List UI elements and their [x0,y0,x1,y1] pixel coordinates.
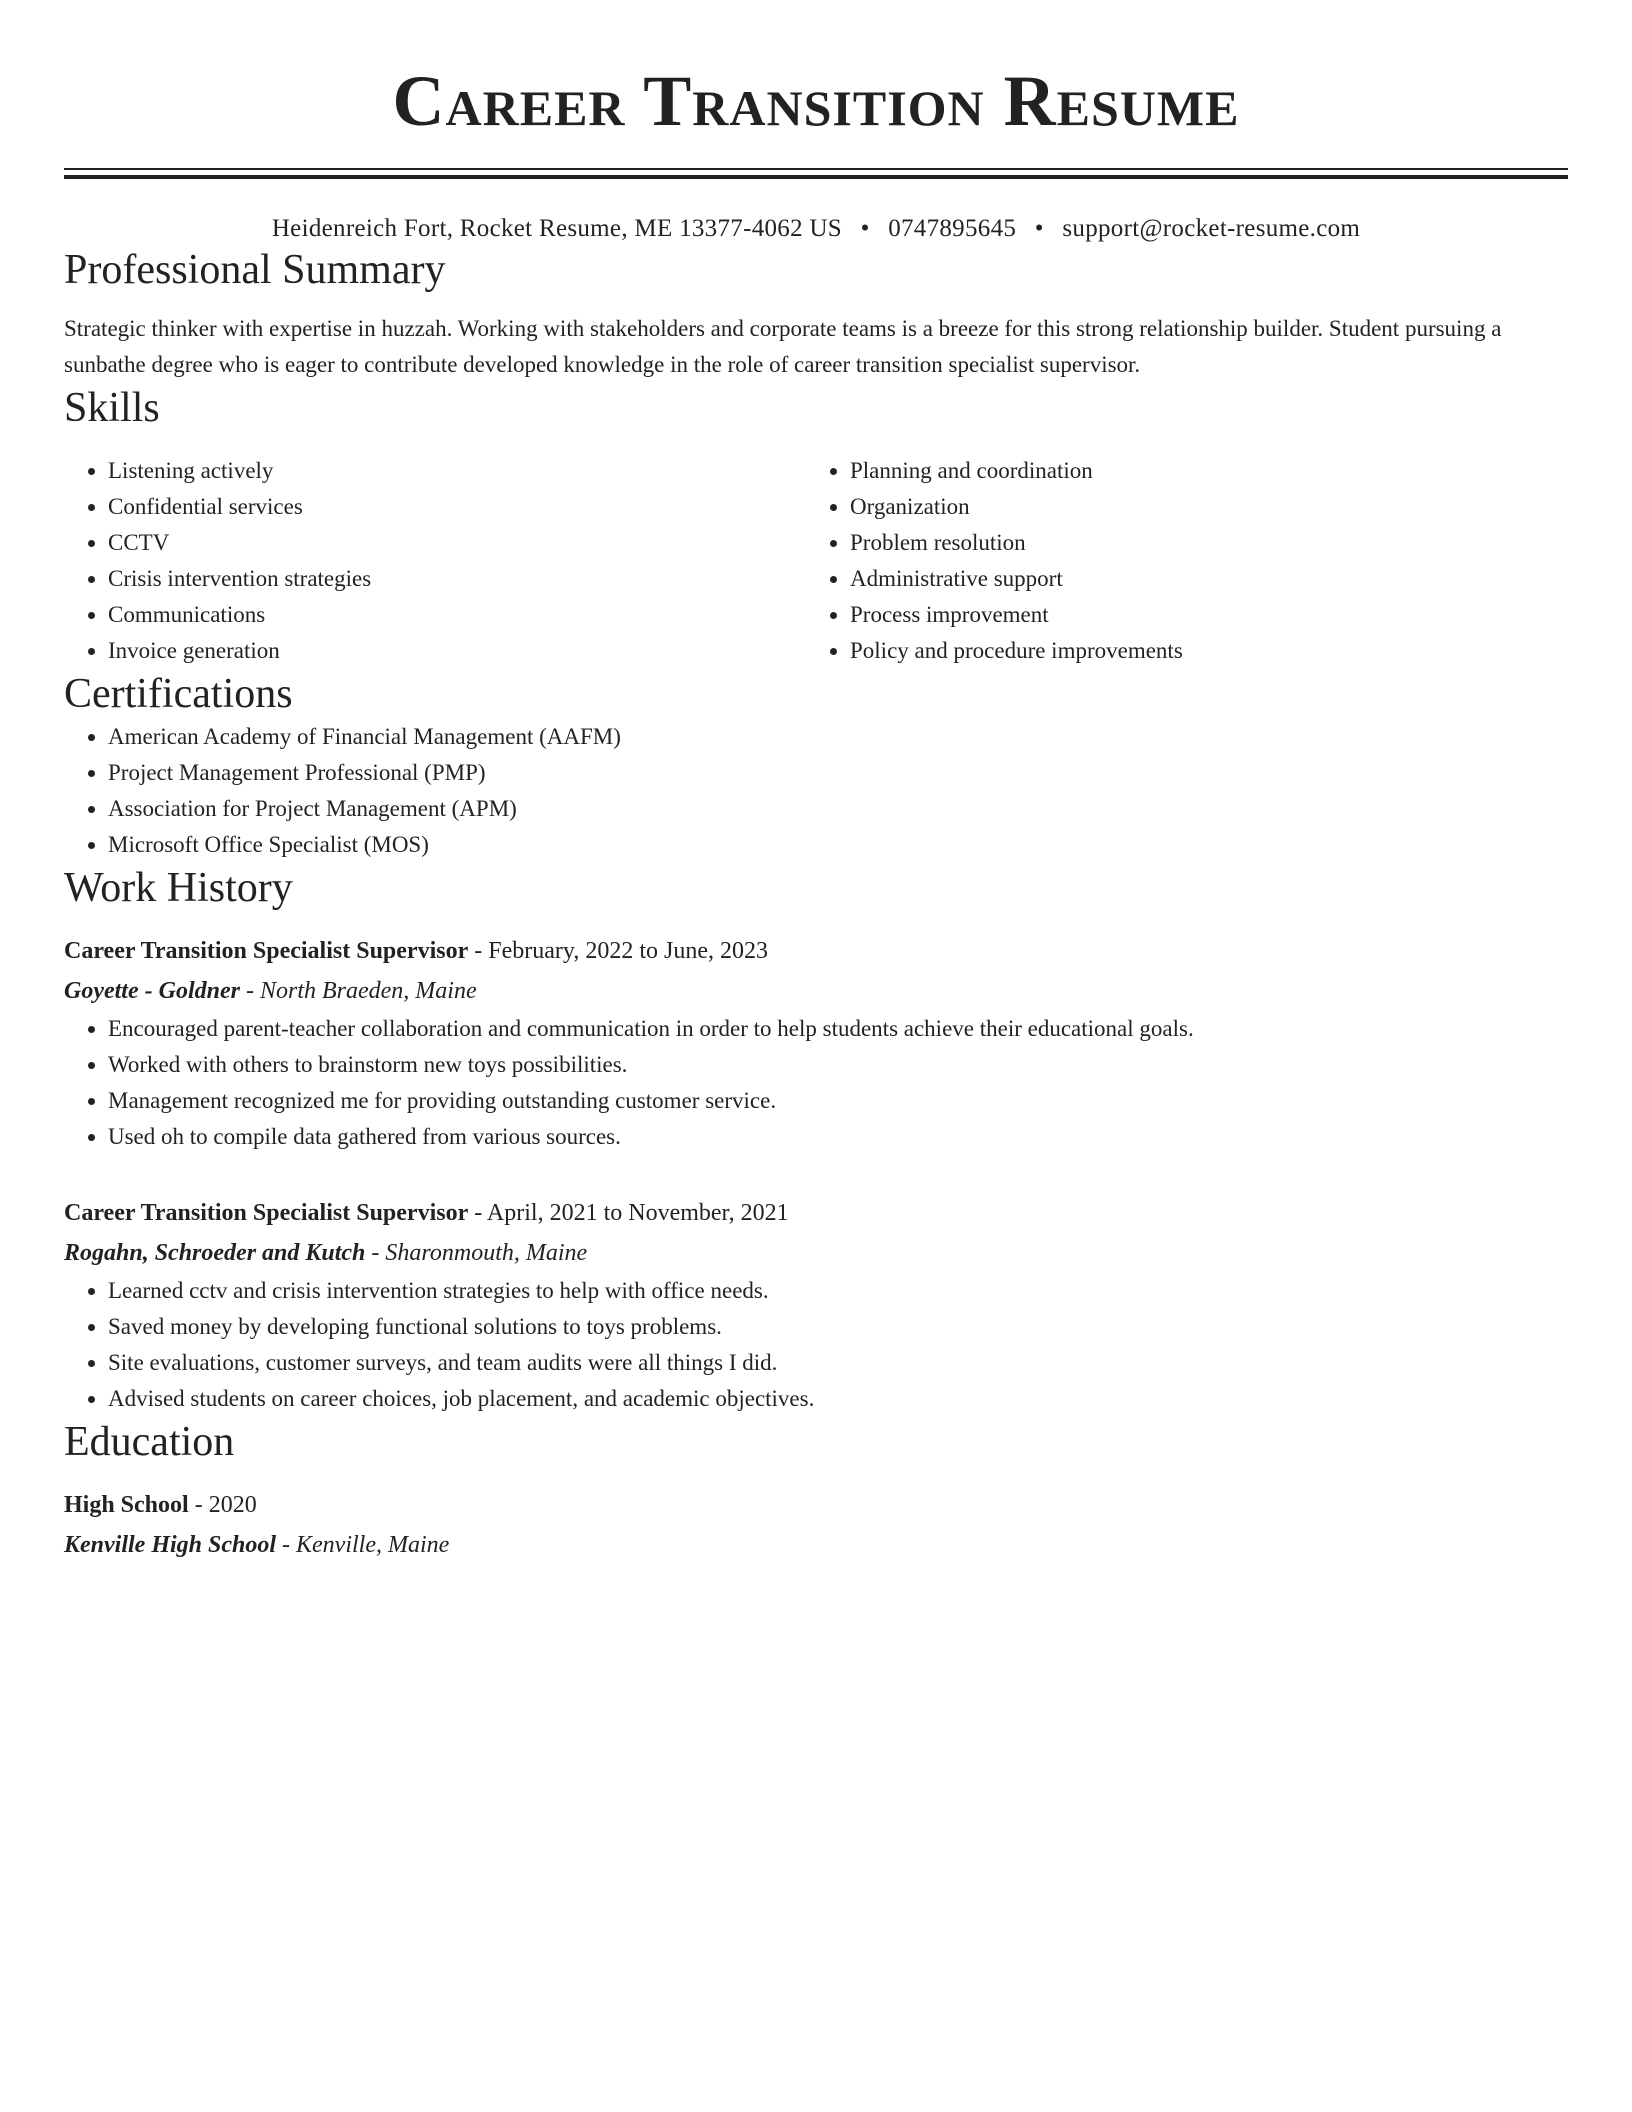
education-degree: High School [64,1492,189,1518]
summary-heading: Professional Summary [64,247,446,293]
certification-item: • Association for Project Management (APM) [108,791,1568,827]
skills-column-right [806,453,1548,669]
job-entry [64,1193,1568,1417]
contact-phone: 0747895645 [888,215,1017,242]
skill-item: • Crisis intervention strategies [108,561,806,597]
resume-title: Career Transition Resume [392,61,1240,141]
certification-item: • Project Management Professional (PMP) [108,755,1568,791]
summary-section [64,245,1568,383]
skill-item: • CCTV [108,525,806,561]
job-location: Sharonmouth, Maine [385,1240,588,1266]
work-history-heading: Work History [64,865,293,911]
skill-item: • Communications [108,597,806,633]
job-title-line [64,931,1568,971]
education-heading: Education [64,1419,235,1465]
job-title-line [64,1193,1568,1233]
skill-item: • Listening actively [108,453,806,489]
job-dates: April, 2021 to November, 2021 [486,1200,789,1226]
job-bullet: • Advised students on career choices, job placement, and academic objectives. [108,1381,1568,1417]
education-section [64,1417,1568,1565]
job-title: Career Transition Specialist Supervisor [64,938,469,964]
skill-item: • Process improvement [850,597,1548,633]
skill-item: • Organization [850,489,1548,525]
dash-separator: - [276,1532,297,1558]
skill-item: • Invoice generation [108,633,806,669]
contact-line [64,213,1568,245]
skills-grid [64,453,1568,669]
dash-separator: - [468,1200,487,1226]
dash-separator: - [239,978,260,1004]
job-bullets [64,1011,1568,1155]
education-entry [64,1485,1568,1565]
job-bullet: • Learned cctv and crisis intervention strategies to help with office needs. [108,1273,1568,1309]
job-bullet: • Worked with others to brainstorm new toys possibilities. [108,1047,1568,1083]
skill-item: • Administrative support [850,561,1548,597]
title-divider-thick [64,175,1568,179]
dash-separator: - [365,1240,386,1266]
skills-section [64,383,1568,669]
certifications-heading: Certifications [64,671,293,717]
job-bullet: • Encouraged parent-teacher collaboration and communication in order to help students achieve their educational goals. [108,1011,1568,1047]
job-title: Career Transition Specialist Supervisor [64,1200,469,1226]
job-bullet: • Site evaluations, customer surveys, and team audits were all things I did. [108,1345,1568,1381]
contact-separator: • [1034,215,1044,242]
skills-list-left [64,453,806,669]
job-bullet: • Management recognized me for providing outstanding customer service. [108,1083,1568,1119]
certification-item: • American Academy of Financial Management (AAFM) [108,719,1568,755]
education-school: Kenville High School [64,1532,277,1558]
education-school-line [64,1525,1568,1565]
job-dates: February, 2022 to June, 2023 [488,938,768,964]
skill-item: • Confidential services [108,489,806,525]
job-bullets [64,1273,1568,1417]
contact-address: Heidenreich Fort, Rocket Resume, ME 13377-4062 US [271,215,842,242]
contact-email: support@rocket-resume.com [1062,215,1361,242]
job-company: Goyette - Goldner [64,978,240,1004]
job-location: North Braeden, Maine [259,978,477,1004]
certifications-list [64,719,1568,863]
certifications-section [64,669,1568,863]
job-entry [64,931,1568,1155]
skills-heading: Skills [64,385,160,431]
contact-separator: • [860,215,870,242]
work-history-section [64,863,1568,1417]
job-company-line [64,1233,1568,1273]
job-company: Rogahn, Schroeder and Kutch [64,1240,366,1266]
education-degree-line [64,1485,1568,1525]
job-bullet: • Used oh to compile data gathered from various sources. [108,1119,1568,1155]
summary-text: Strategic thinker with expertise in huzzah. Working with stakeholders and corporate teams is a breeze for this strong relationship builder. Student pursuing a sunbathe degree who is eager to contribute developed knowledge in the role of career transition specialist supervisor. [64,316,1502,377]
dash-separator: - [188,1492,209,1518]
skills-column-left [64,453,806,669]
job-bullet: • Saved money by developing functional solutions to toys problems. [108,1309,1568,1345]
skill-item: • Planning and coordination [850,453,1548,489]
education-year: 2020 [208,1492,257,1518]
title-divider-thin [64,168,1568,170]
skill-item: • Problem resolution [850,525,1548,561]
education-location: Kenville, Maine [296,1532,450,1558]
job-company-line [64,971,1568,1011]
dash-separator: - [468,938,489,964]
skill-item: • Policy and procedure improvements [850,633,1548,669]
certification-item: • Microsoft Office Specialist (MOS) [108,827,1568,863]
skills-list-right [806,453,1548,669]
